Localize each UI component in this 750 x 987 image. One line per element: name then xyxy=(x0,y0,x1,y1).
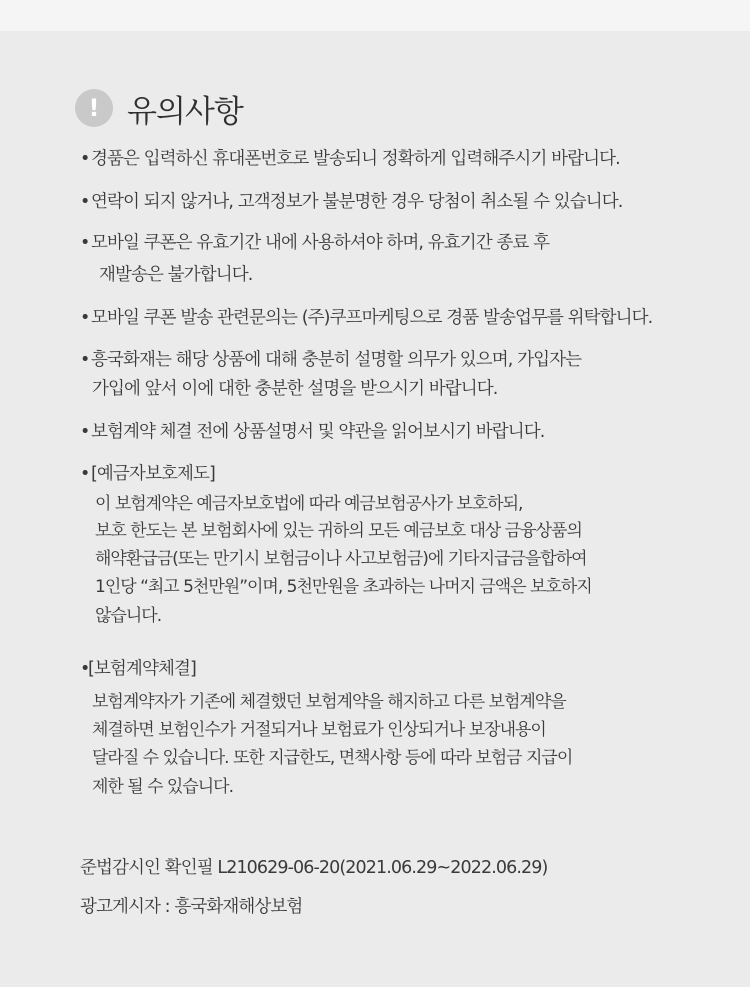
notice-item xyxy=(80,420,544,444)
bullet: • xyxy=(80,659,90,679)
contract-conclusion-line: 달라질 수 있습니다. 또한 지급한도, 면책사항 등에 따라 보험금 지급이 xyxy=(92,748,573,768)
contract-conclusion-line: 체결하면 보험인수가 거절되거나 보험료가 인상되거나 보장내용이 xyxy=(92,720,546,740)
notice-item-text: 모바일 쿠폰 발송 관련문의는 (주)쿠프마케팅으로 경품 발송업무를 위탁합니다. xyxy=(91,308,653,328)
notice-item xyxy=(80,348,581,372)
section-heading: [보험계약체결] xyxy=(88,659,196,679)
bullet: • xyxy=(80,422,90,442)
contract-conclusion-line: 제한 될 수 있습니다. xyxy=(92,777,233,797)
notice-item-text: 모바일 쿠폰은 유효기간 내에 사용하셔야 하며, 유효기간 종료 후 xyxy=(91,233,550,253)
notice-header xyxy=(75,88,243,128)
notice-item-text: 보험계약 체결 전에 상품설명서 및 약관을 읽어보시기 바랍니다. xyxy=(91,422,545,442)
notice-item-continuation: 재발송은 불가합니다. xyxy=(99,265,253,285)
bullet: • xyxy=(80,350,90,370)
notice-title: 유의사항 xyxy=(127,93,243,130)
exclamation-icon: ! xyxy=(75,89,113,127)
compliance-approval-text: 준법감시인 확인필 L210629-06-20(2021.06.29~2022.06.29) xyxy=(80,858,548,878)
deposit-protection-heading xyxy=(80,462,215,486)
notice-item xyxy=(80,147,620,171)
deposit-protection-line: 해약환급금(또는 만기시 보험금이나 사고보험금)에 기타지급금을합하여 xyxy=(95,549,587,569)
bullet: • xyxy=(80,149,90,169)
notice-item-text: 경품은 입력하신 휴대폰번호로 발송되니 정확하게 입력해주시기 바랍니다. xyxy=(91,149,620,169)
notice-item-text: 흥국화재는 해당 상품에 대해 충분히 설명할 의무가 있으며, 가입자는 xyxy=(91,350,582,370)
bullet: • xyxy=(80,464,90,484)
notice-item xyxy=(80,190,622,214)
deposit-protection-line: 않습니다. xyxy=(95,606,162,626)
notice-item-continuation: 가입에 앞서 이에 대한 충분한 설명을 받으시기 바랍니다. xyxy=(92,379,498,399)
deposit-protection-line: 이 보험계약은 예금자보호법에 따라 예금보험공사가 보호하되, xyxy=(95,494,523,514)
bullet: • xyxy=(80,233,90,253)
notice-item-text: 연락이 되지 않거나, 고객정보가 불분명한 경우 당첨이 취소될 수 있습니다. xyxy=(91,192,623,212)
notice-item xyxy=(80,306,652,330)
deposit-protection-line: 보호 한도는 본 보험회사에 있는 귀하의 모든 예금보호 대상 금융상품의 xyxy=(95,521,582,541)
notice-item xyxy=(80,231,549,255)
contract-conclusion-line: 보험계약자가 기존에 체결했던 보험계약을 해지하고 다른 보험계약을 xyxy=(92,692,566,712)
deposit-protection-line: 1인당 “최고 5천만원”이며, 5천만원을 초과하는 나머지 금액은 보호하지 xyxy=(95,577,592,597)
bullet: • xyxy=(80,308,90,328)
contract-conclusion-heading xyxy=(80,657,196,681)
advertiser-text: 광고게시자 : 흥국화재해상보험 xyxy=(80,897,303,917)
top-strip xyxy=(0,0,750,31)
section-heading: [예금자보호제도] xyxy=(91,464,215,484)
bullet: • xyxy=(80,192,90,212)
